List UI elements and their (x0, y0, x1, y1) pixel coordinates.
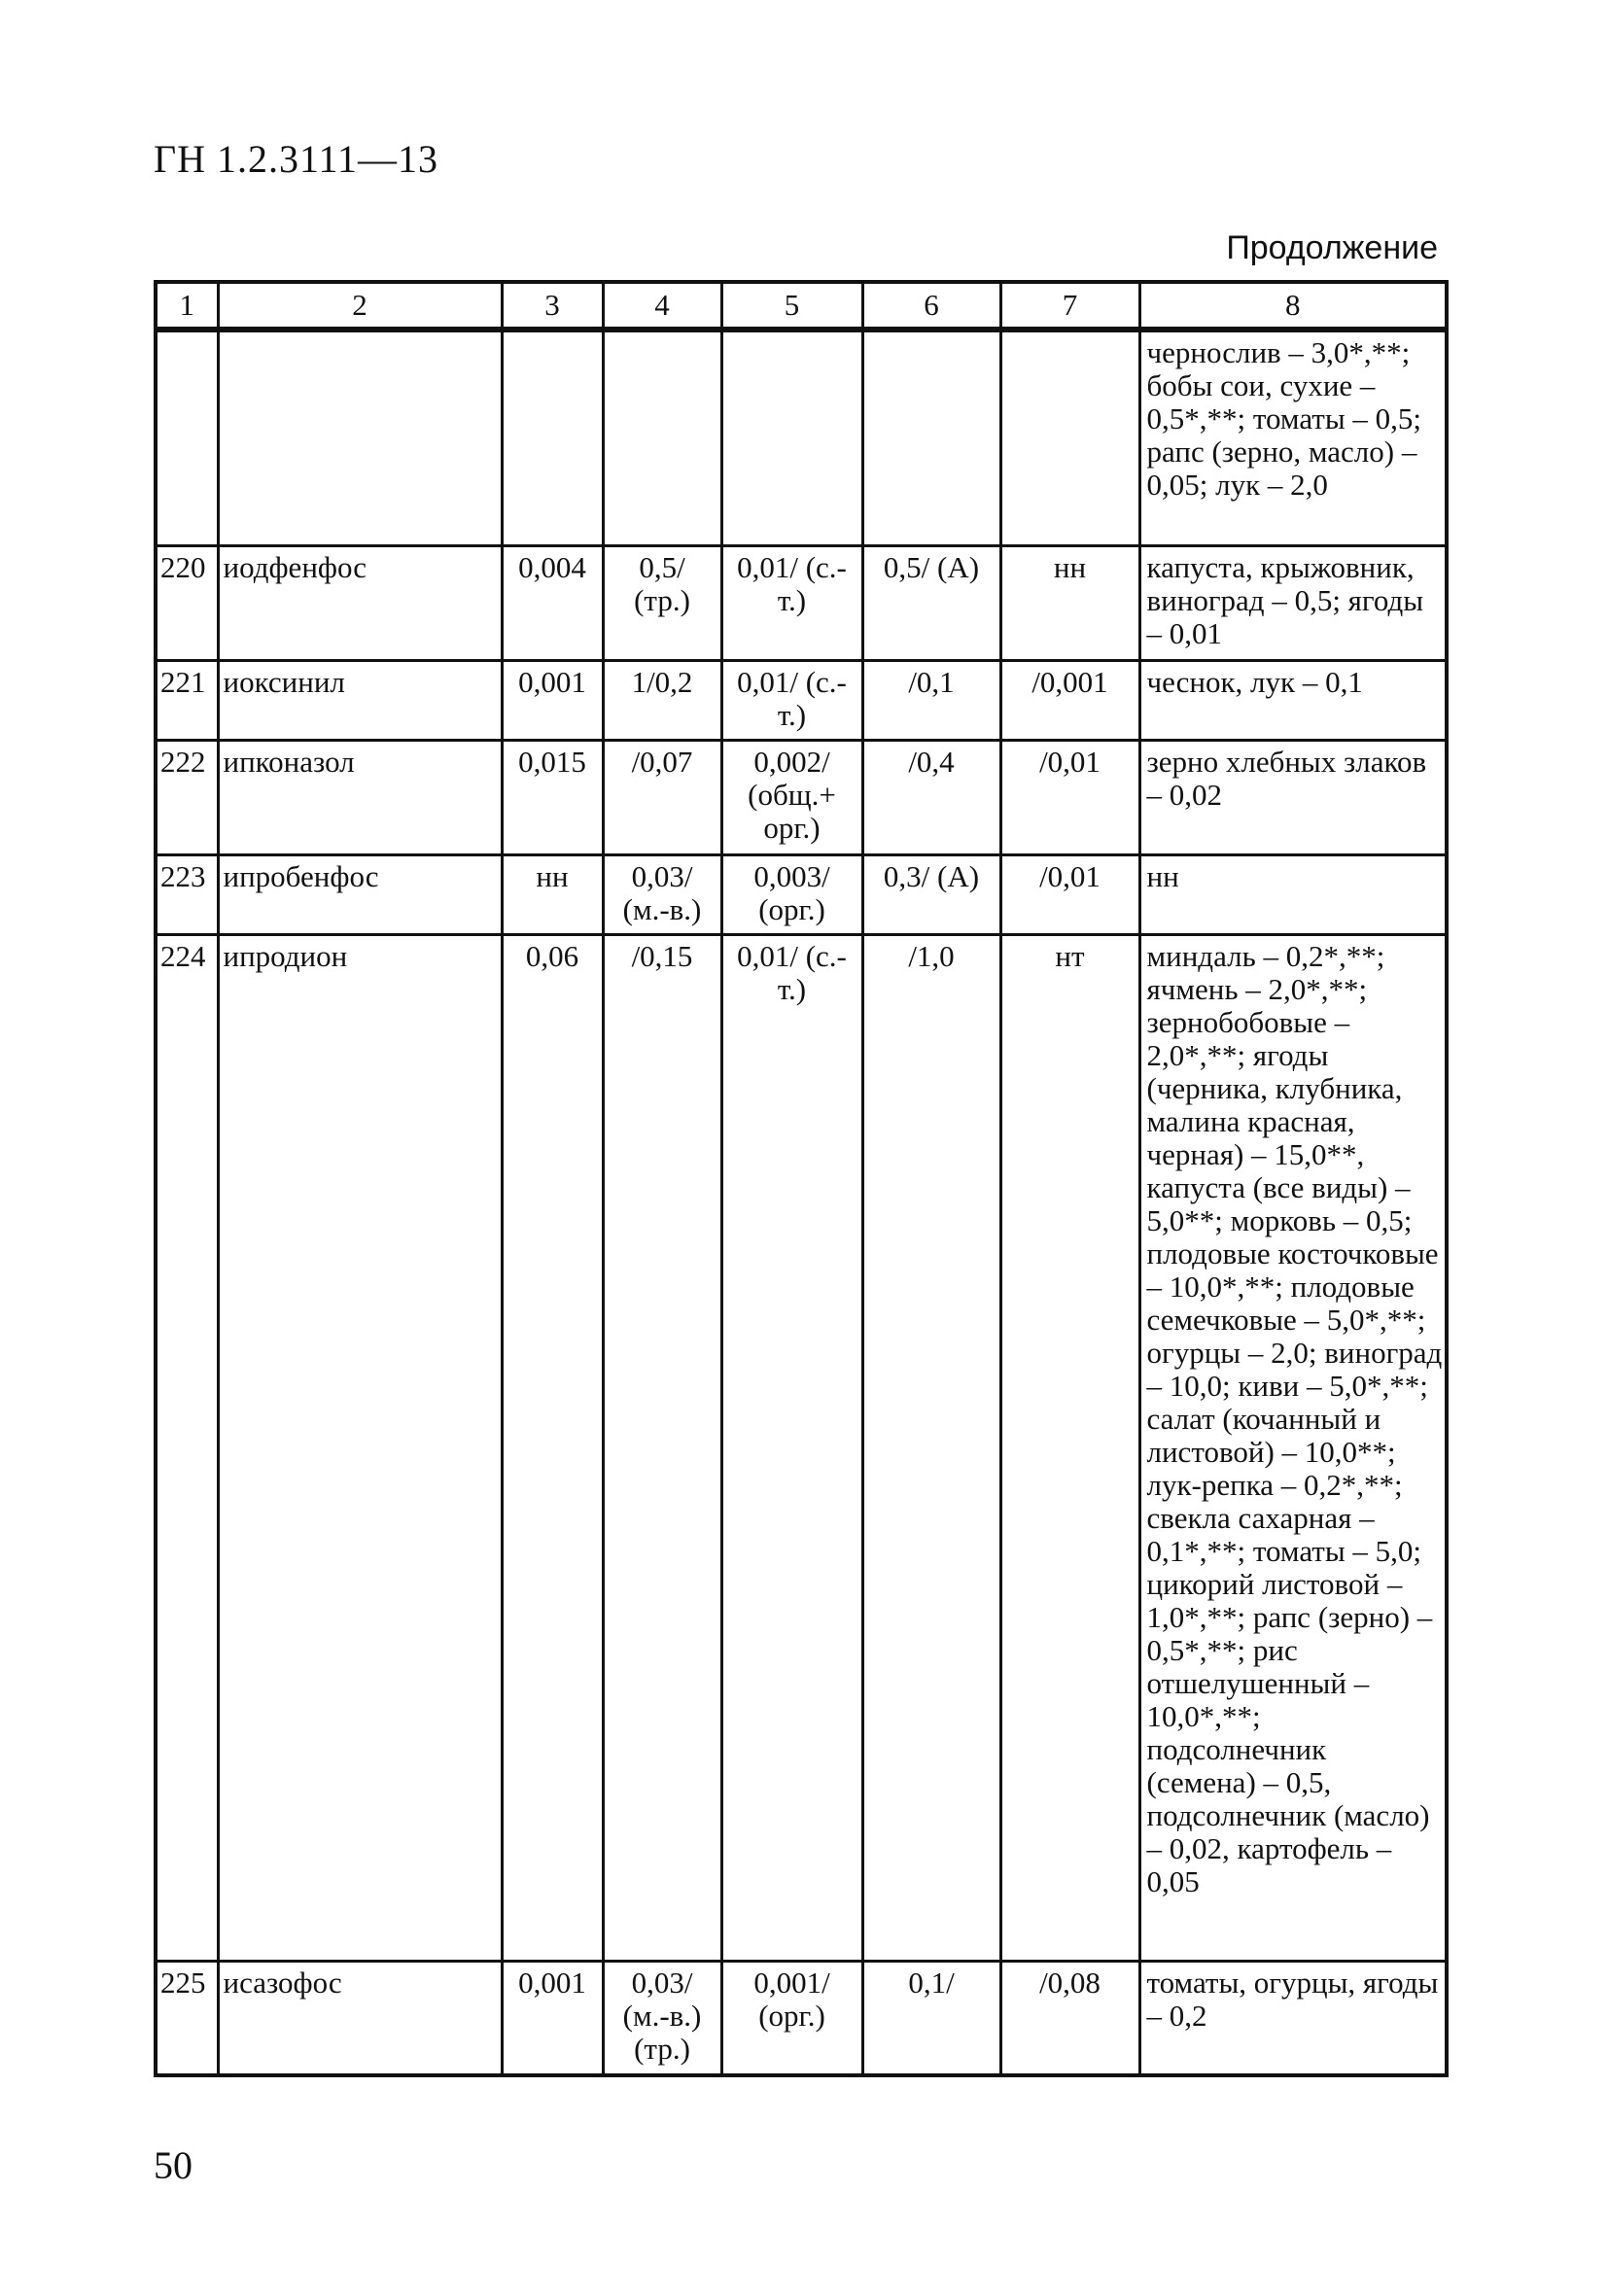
table-cell: 0,002/ (общ.+ орг.) (721, 740, 862, 854)
table-cell: /0,08 (1000, 1961, 1139, 2075)
table-cell: 0,5/ (тр.) (603, 545, 721, 660)
product-limits-cell: чеснок, лук – 0,1 (1139, 660, 1447, 740)
table-header-row (156, 282, 1447, 330)
table-cell (721, 330, 862, 545)
table-cell: 0,001/ (орг.) (721, 1961, 862, 2075)
table-cell: /0,1 (862, 660, 1000, 740)
document-code: ГН 1.2.3111—13 (154, 137, 439, 181)
page-number: 50 (154, 2143, 192, 2187)
table-cell: /0,07 (603, 740, 721, 854)
column-header: 3 (502, 282, 603, 330)
substance-name-cell: иодфенфос (218, 545, 502, 660)
table-cell: 0,03/ (м.-в.) (603, 854, 721, 934)
table-cell: нн (1000, 545, 1139, 660)
table-cell (862, 330, 1000, 545)
substance-name-cell: исазофос (218, 1961, 502, 2075)
table-cell: 0,01/ (с.-т.) (721, 660, 862, 740)
table-cell: 0,003/ (орг.) (721, 854, 862, 934)
substance-name-cell: иоксинил (218, 660, 502, 740)
column-header: 4 (603, 282, 721, 330)
substance-name-cell (218, 330, 502, 545)
product-limits-cell: зерно хлебных злаков – 0,02 (1139, 740, 1447, 854)
row-number-cell: 222 (156, 740, 218, 854)
table-cell: 0,001 (502, 1961, 603, 2075)
row-number-cell: 225 (156, 1961, 218, 2075)
hygienic-standards-table (154, 280, 1449, 2077)
table-cell: /0,01 (1000, 740, 1139, 854)
column-header: 6 (862, 282, 1000, 330)
column-header: 2 (218, 282, 502, 330)
table-cell (502, 330, 603, 545)
column-header: 5 (721, 282, 862, 330)
table-cell: /0,01 (1000, 854, 1139, 934)
row-number-cell: 221 (156, 660, 218, 740)
table-row (156, 740, 1447, 854)
row-number-cell: 223 (156, 854, 218, 934)
column-header: 7 (1000, 282, 1139, 330)
table-cell: 0,015 (502, 740, 603, 854)
substance-name-cell: ипробенфос (218, 854, 502, 934)
table-cell: 0,001 (502, 660, 603, 740)
table-row (156, 330, 1447, 545)
column-header: 8 (1139, 282, 1447, 330)
table-cell: 0,5/ (А) (862, 545, 1000, 660)
substance-name-cell: ипконазол (218, 740, 502, 854)
table-cell: нн (502, 854, 603, 934)
table-cell: 0,01/ (с.-т.) (721, 545, 862, 660)
table-cell: /0,001 (1000, 660, 1139, 740)
product-limits-cell: томаты, огурцы, ягоды – 0,2 (1139, 1961, 1447, 2075)
table-cell: /0,4 (862, 740, 1000, 854)
table-cell: нт (1000, 934, 1139, 1961)
column-header: 1 (156, 282, 218, 330)
table-cell: /0,15 (603, 934, 721, 1961)
table-cell: 1/0,2 (603, 660, 721, 740)
continuation-label: Продолжение (1226, 229, 1438, 266)
table-row (156, 545, 1447, 660)
table-cell: 0,004 (502, 545, 603, 660)
product-limits-cell: миндаль – 0,2*,**; ячмень – 2,0*,**; зернобобовые – 2,0*,**; ягоды (черника, клубника, малина красная, черная) – 15,0**, капуста (все виды) – 5,0**; морковь – 0,5; плодовые косточковые – 10,0*,**; плодовые семечковые – 5,0*,**; огурцы – 2,0; виноград – 10,0; киви – 5,0*,**; салат (кочанный и листовой) – 10,0**; лук-репка – 0,2*,**; свекла сахарная – 0,1*,**; томаты – 5,0; цикорий листовой – 1,0*,**; рапс (зерно) – 0,5*,**; рис отшелушенный – 10,0*,**; подсолнечник (семена) – 0,5, подсолнечник (масло) – 0,02, картофель – 0,05 (1139, 934, 1447, 1961)
substance-name-cell: ипродион (218, 934, 502, 1961)
product-limits-cell: нн (1139, 854, 1447, 934)
row-number-cell (156, 330, 218, 545)
table-cell: 0,3/ (А) (862, 854, 1000, 934)
table-row (156, 1961, 1447, 2075)
table-cell (1000, 330, 1139, 545)
table-row (156, 934, 1447, 1961)
table-cell (603, 330, 721, 545)
row-number-cell: 220 (156, 545, 218, 660)
product-limits-cell: чернослив – 3,0*,**; бобы сои, сухие – 0,5*,**; томаты – 0,5; рапс (зерно, масло) – 0,05; лук – 2,0 (1139, 330, 1447, 545)
table-cell: /1,0 (862, 934, 1000, 1961)
table-cell: 0,1/ (862, 1961, 1000, 2075)
table-row (156, 854, 1447, 934)
table-cell: 0,06 (502, 934, 603, 1961)
product-limits-cell: капуста, крыжовник, виноград – 0,5; ягоды – 0,01 (1139, 545, 1447, 660)
table-cell: 0,01/ (с.-т.) (721, 934, 862, 1961)
table-row (156, 660, 1447, 740)
row-number-cell: 224 (156, 934, 218, 1961)
table-cell: 0,03/ (м.-в.) (тр.) (603, 1961, 721, 2075)
